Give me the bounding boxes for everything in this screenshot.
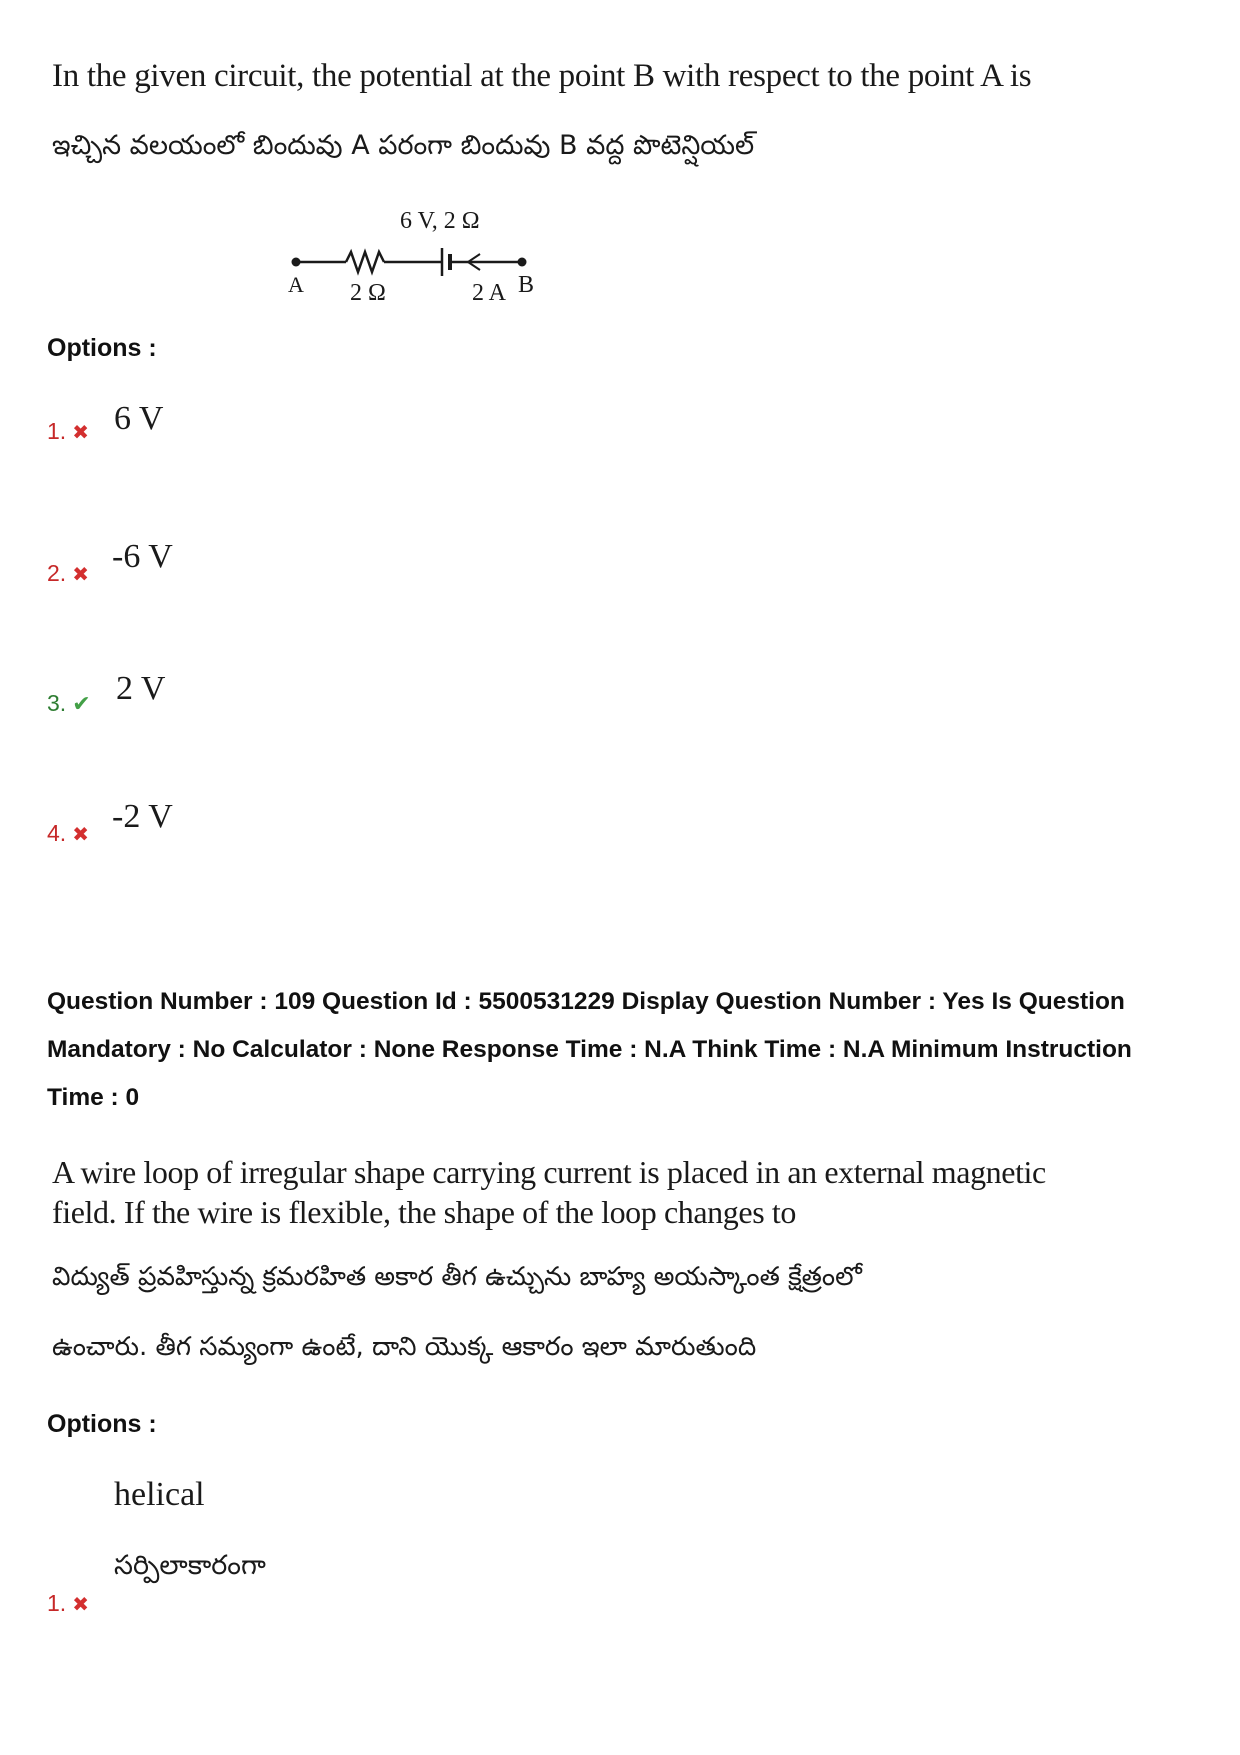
option-number: 3. bbox=[47, 690, 67, 716]
option-number: 1. bbox=[47, 1590, 67, 1616]
option-4-value: -2 V bbox=[112, 798, 173, 835]
question-text-en: In the given circuit, the potential at the point B with respect to the point A is bbox=[52, 58, 1032, 94]
check-icon: ✔ bbox=[72, 691, 91, 716]
options-label: Options : bbox=[47, 1410, 157, 1438]
option-3[interactable] bbox=[47, 690, 91, 717]
cross-icon: ✖ bbox=[72, 422, 89, 444]
meta-line: Question Number : 109 Question Id : 5500531229 Display Question Number : Yes Is Question bbox=[47, 988, 1125, 1015]
option-number: 2. bbox=[47, 560, 67, 586]
option-1-value: 6 V bbox=[114, 400, 164, 437]
point-b-label: B bbox=[518, 272, 535, 298]
option-number: 1. bbox=[47, 418, 67, 444]
circuit-diagram bbox=[280, 200, 550, 310]
option-1[interactable] bbox=[47, 418, 89, 445]
question-line: A wire loop of irregular shape carrying current is placed in an external magnetic bbox=[52, 1154, 1046, 1190]
option-number: 4. bbox=[47, 820, 67, 846]
option-2-value: -6 V bbox=[112, 538, 173, 575]
question-meta bbox=[47, 978, 1207, 1122]
point-b-node bbox=[518, 258, 527, 267]
meta-line: Time : 0 bbox=[47, 1084, 140, 1111]
question-text-te: ఇచ్చిన వలయంలో బిందువు A పరంగా బిందువు B వద్ద పొటెన్షియల్ bbox=[52, 130, 755, 161]
point-a-label: A bbox=[288, 272, 304, 297]
meta-line: Mandatory : No Calculator : None Response Time : N.A Think Time : N.A Minimum Instruction bbox=[47, 1036, 1132, 1063]
option-1-value-en: helical bbox=[114, 1476, 205, 1513]
question-line: field. If the wire is flexible, the shape of the loop changes to bbox=[52, 1194, 796, 1230]
resistor-label: 2 Ω bbox=[350, 280, 386, 306]
option-1-value-te: సర్పిలాకారంగా bbox=[114, 1550, 266, 1581]
battery-label: 6 V, 2 Ω bbox=[400, 208, 480, 234]
option-3-value: 2 V bbox=[116, 670, 166, 707]
current-label: 2 A bbox=[472, 280, 507, 306]
option-2[interactable] bbox=[47, 560, 89, 587]
question-text-te-line-1: విద్యుత్ ప్రవహిస్తున్న క్రమరహిత అకార తీగ ఉచ్చును బాహ్య అయస్కాంత క్షేత్రంలో bbox=[52, 1262, 862, 1292]
cross-icon: ✖ bbox=[72, 824, 89, 846]
options-label: Options : bbox=[47, 334, 157, 362]
resistor-symbol bbox=[346, 252, 384, 272]
option-1[interactable] bbox=[47, 1590, 89, 1617]
question-text-en bbox=[52, 1152, 1046, 1232]
option-4[interactable] bbox=[47, 820, 89, 847]
cross-icon: ✖ bbox=[72, 564, 89, 586]
question-text-te-line-2: ఉంచారు. తీగ సమ్యంగా ఉంటే, దాని యొక్క ఆకారం ఇలా మారుతుంది bbox=[52, 1332, 757, 1362]
cross-icon: ✖ bbox=[72, 1594, 89, 1616]
